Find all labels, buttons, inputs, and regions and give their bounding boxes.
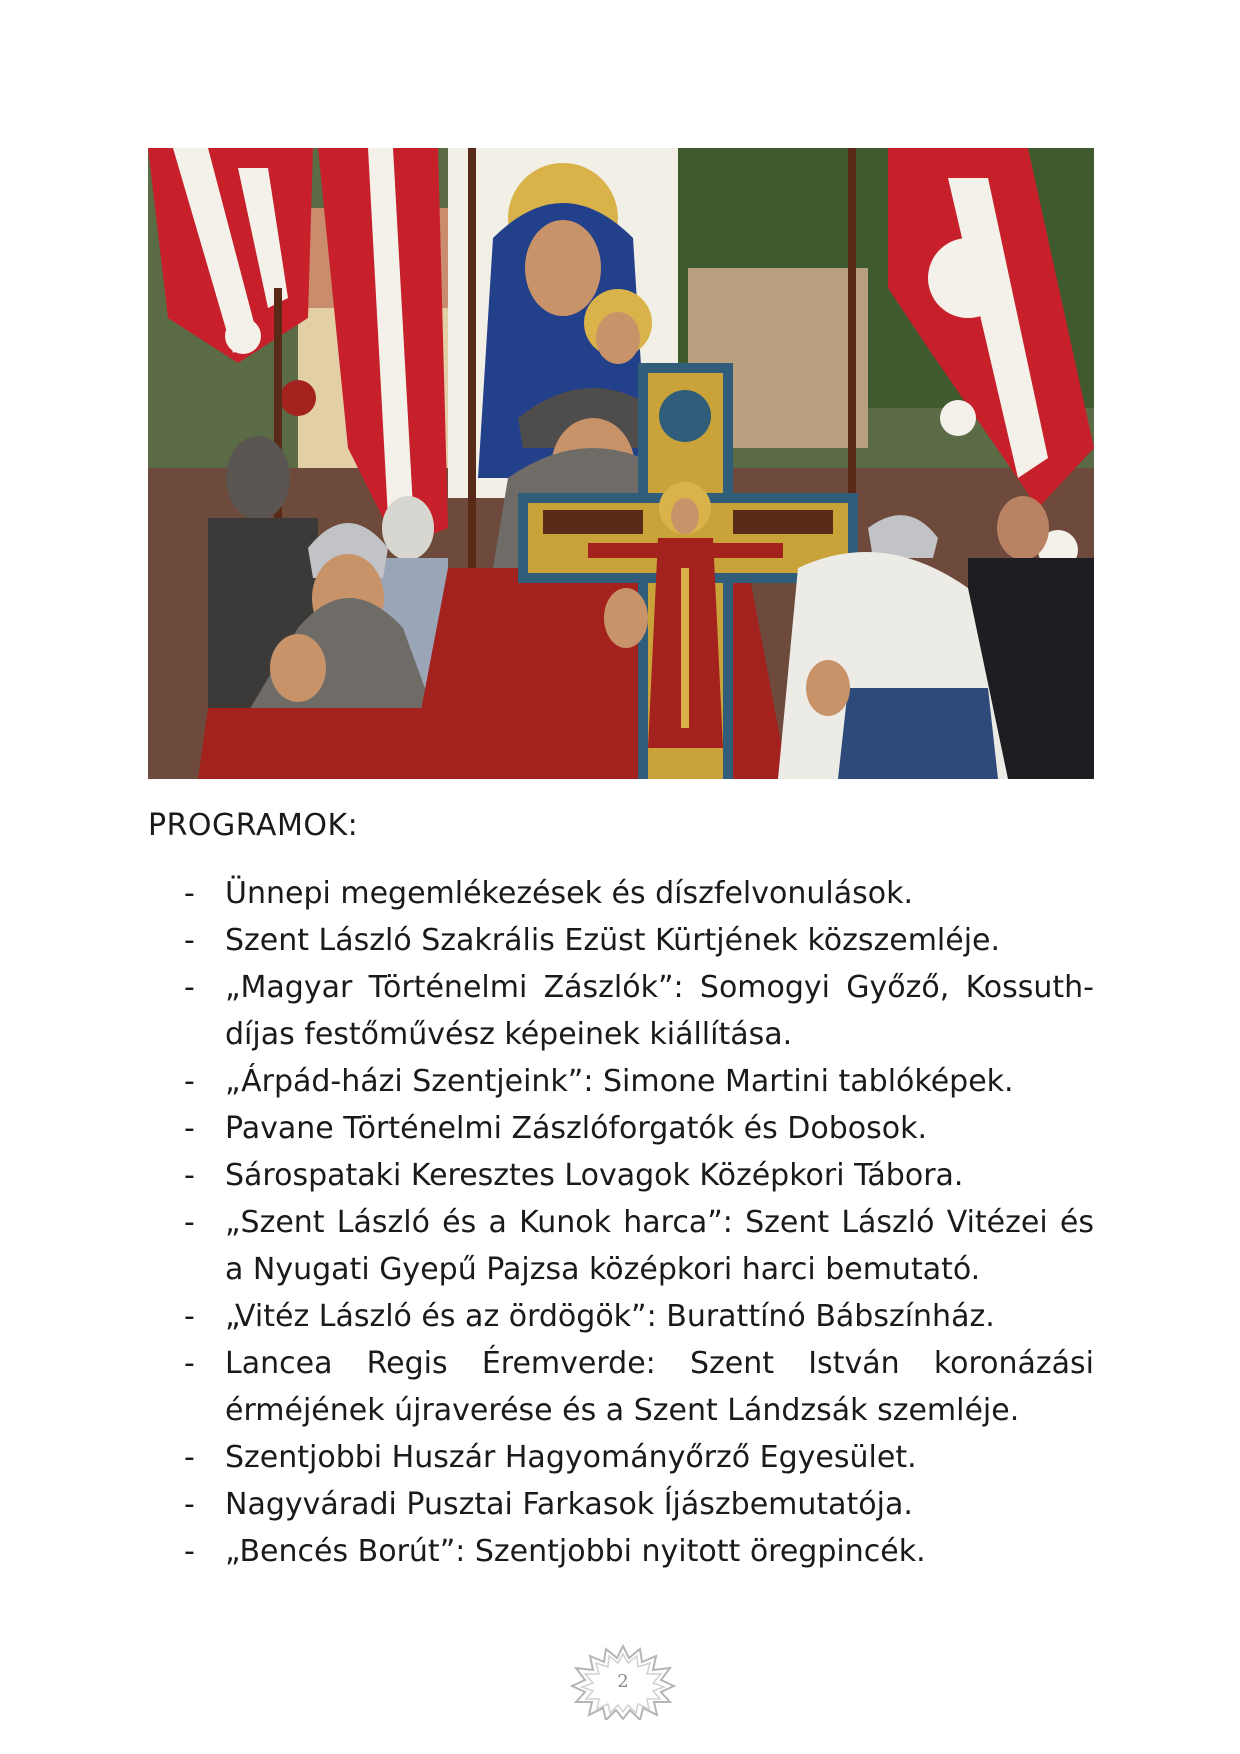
list-dash: - [184,1534,195,1569]
program-item [148,1105,1094,1152]
page-number: 2 [617,1671,629,1692]
program-text: Lancea Regis Éremverde: Szent István koronázási érméjének újraverése és a Szent Lándzsák szemléje. [225,1346,1094,1428]
list-dash: - [184,1440,195,1475]
program-text: Nagyváradi Pusztai Farkasok Íjászbemutatója. [225,1487,913,1522]
program-item [148,1152,1094,1199]
program-text: „Szent László és a Kunok harca”: Szent László Vitézei és a Nyugati Gyepű Pajzsa középkori harci bemutató. [225,1205,1094,1287]
program-item [148,1481,1094,1528]
programs-heading: PROGRAMOK: [148,808,359,843]
procession-illustration [148,148,1094,779]
program-text: „Bencés Borút”: Szentjobbi nyitott öregpincék. [225,1534,926,1569]
program-item [148,917,1094,964]
list-dash: - [184,970,195,1005]
list-dash: - [184,1346,195,1381]
program-text: Sárospataki Keresztes Lovagok Középkori Tábora. [225,1158,964,1193]
program-text: Pavane Történelmi Zászlóforgatók és Dobosok. [225,1111,928,1146]
program-item [148,964,1094,1058]
list-dash: - [184,1064,195,1099]
program-item [148,1434,1094,1481]
program-list [148,870,1094,1575]
program-item [148,1058,1094,1105]
program-text: Szent László Szakrális Ezüst Kürtjének közszemléje. [225,923,1001,958]
list-dash: - [184,1299,195,1334]
list-dash: - [184,1205,195,1240]
program-text: „Árpád-házi Szentjeink”: Simone Martini tablóképek. [225,1064,1014,1099]
program-item [148,1340,1094,1434]
program-text: „Magyar Történelmi Zászlók”: Somogyi Győző, Kossuth-díjas festőművész képeinek kiállítása. [225,970,1094,1052]
program-item [148,1293,1094,1340]
list-dash: - [184,876,195,911]
program-item [148,870,1094,917]
program-item [148,1199,1094,1293]
list-dash: - [184,1111,195,1146]
list-dash: - [184,923,195,958]
procession-photo [148,148,1094,779]
program-item [148,1528,1094,1575]
program-text: Ünnepi megemlékezések és díszfelvonulások. [225,876,913,911]
program-text: Szentjobbi Huszár Hagyományőrző Egyesület. [225,1440,917,1475]
program-text: „Vitéz László és az ördögök”: Burattínó Bábszínház. [225,1299,995,1334]
list-dash: - [184,1487,195,1522]
page-number-badge [570,1644,676,1720]
list-dash: - [184,1158,195,1193]
